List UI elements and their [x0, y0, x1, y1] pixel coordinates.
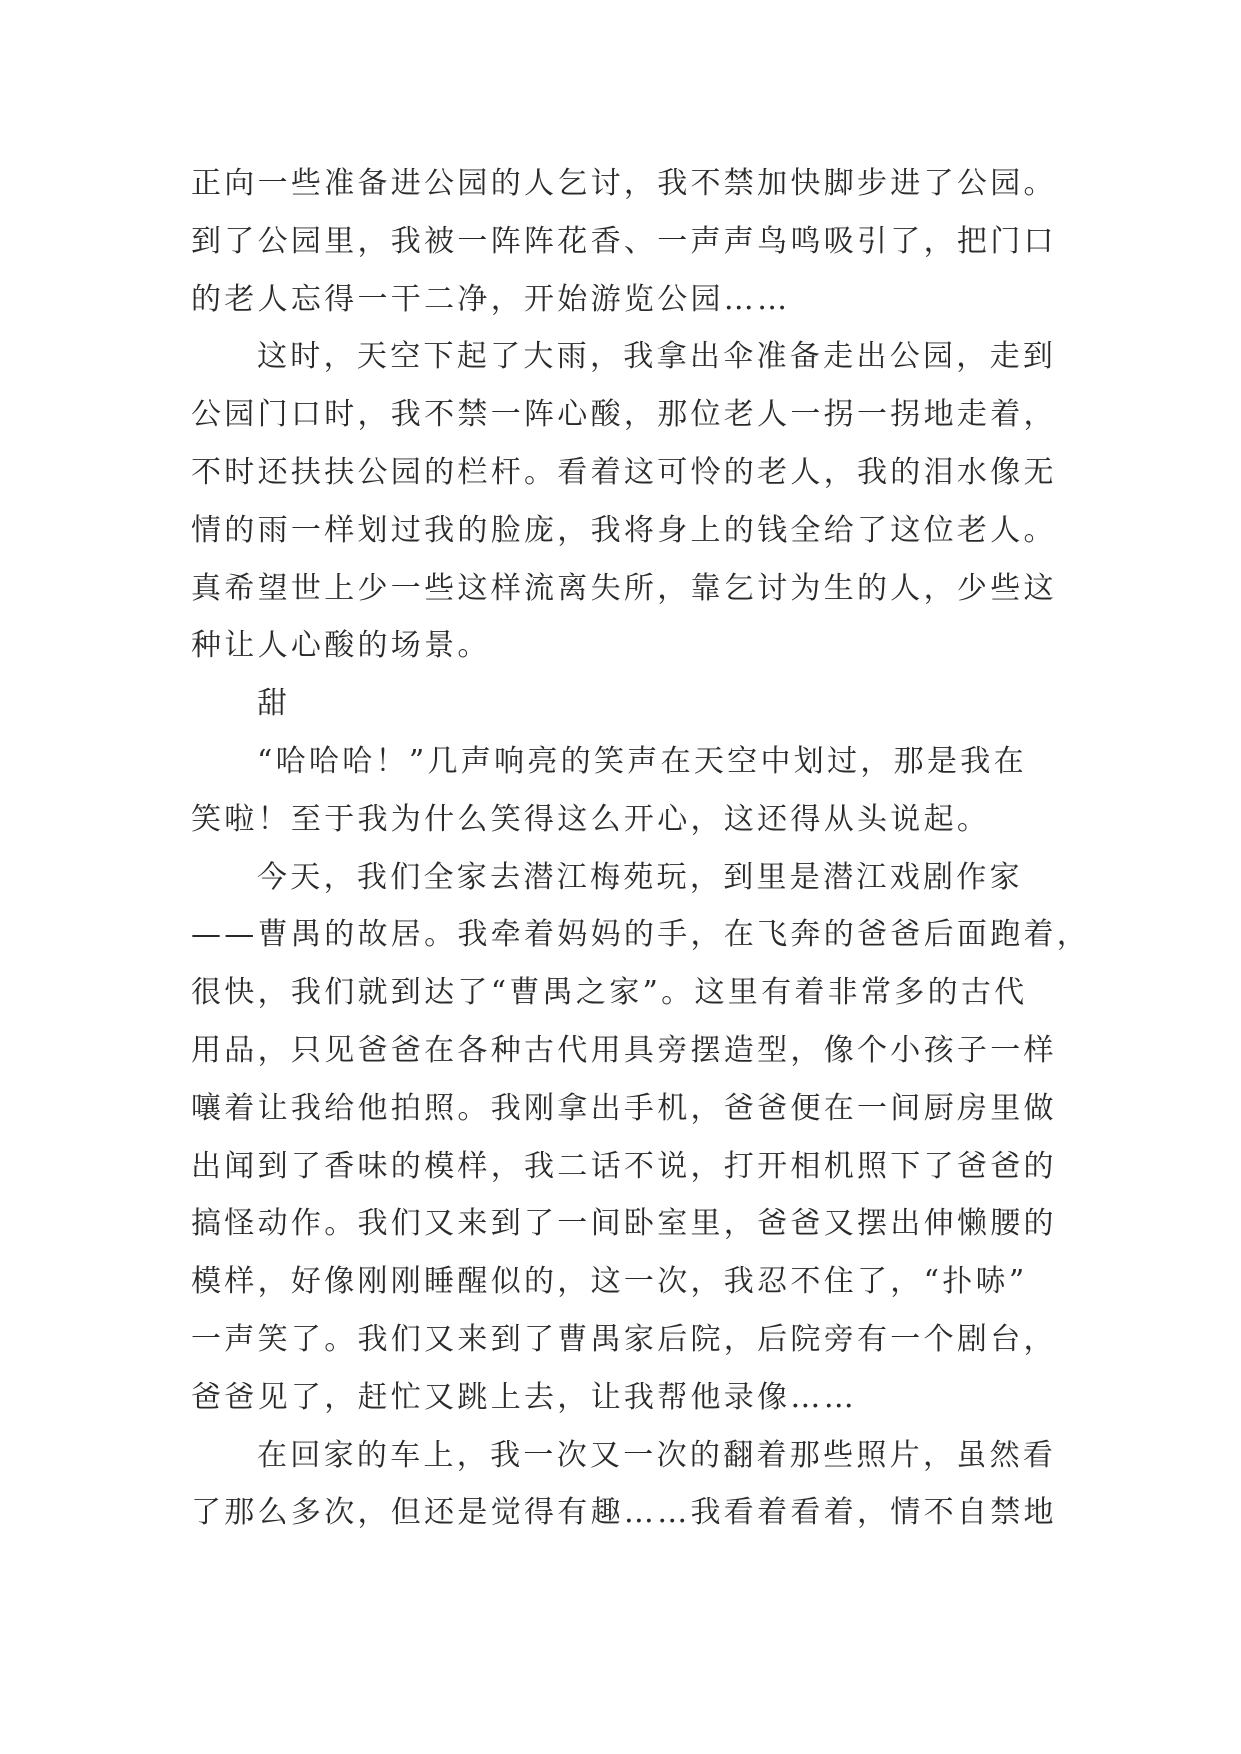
text-line: 正向一些准备进公园的人乞讨，我不禁加快脚步进了公园。	[191, 166, 1057, 201]
text-line: 模样，好像刚刚睡醒似的，这一次，我忍不住了，“扑哧”	[191, 1264, 1028, 1300]
text-line: 嚷着让我给他拍照。我刚拿出手机，爸爸便在一间厨房里做	[191, 1090, 1057, 1126]
text-line: 爸爸见了，赶忙又跳上去，让我帮他录像……	[191, 1379, 857, 1415]
section-heading: 甜	[257, 686, 291, 722]
text-line: 一声笑了。我们又来到了曹禺家后院，后院旁有一个剧台，	[191, 1321, 1057, 1357]
text-line: 用品，只见爸爸在各种古代用具旁摆造型，像个小孩子一样	[191, 1032, 1057, 1068]
paragraph-first-line: “哈哈哈！”几声响亮的笑声在天空中划过，那是我在	[257, 743, 1027, 779]
text-line: 公园门口时，我不禁一阵心酸，那位老人一拐一拐地走着，	[191, 397, 1057, 433]
text-line: 了那么多次，但还是觉得有趣……我看着看着，情不自禁地	[191, 1495, 1057, 1531]
body-text	[191, 155, 1091, 1542]
text-line: 到了公园里，我被一阵阵花香、一声声鸟鸣吸引了，把门口	[191, 223, 1057, 259]
paragraph-first-line: 今天，我们全家去潜江梅苑玩，到里是潜江戏剧作家	[257, 859, 1023, 895]
text-line: 搞怪动作。我们又来到了一间卧室里，爸爸又摆出伸懒腰的	[191, 1206, 1057, 1242]
text-line: 真希望世上少一些这样流离失所，靠乞讨为生的人，少些这	[191, 570, 1057, 606]
text-line: 种让人心酸的场景。	[191, 628, 491, 664]
paragraph-first-line: 这时，天空下起了大雨，我拿出伞准备走出公园，走到	[257, 339, 1057, 375]
text-line: 很快，我们就到达了“曹禺之家”。这里有着非常多的古代	[191, 975, 1028, 1011]
text-line: 情的雨一样划过我的脸庞，我将身上的钱全给了这位老人。	[191, 512, 1057, 548]
text-line: 出闻到了香味的模样，我二话不说，打开相机照下了爸爸的	[191, 1148, 1057, 1184]
text-line: 的老人忘得一干二净，开始游览公园……	[191, 281, 791, 317]
text-line: 不时还扶扶公园的栏杆。看着这可怜的老人，我的泪水像无	[191, 454, 1057, 490]
text-line: 笑啦！至于我为什么笑得这么开心，这还得从头说起。	[191, 801, 991, 837]
text-line: ——曹禺的故居。我牵着妈妈的手，在飞奔的爸爸后面跑着，	[191, 917, 1091, 953]
paragraph-first-line: 在回家的车上，我一次又一次的翻着那些照片，虽然看	[257, 1437, 1057, 1473]
